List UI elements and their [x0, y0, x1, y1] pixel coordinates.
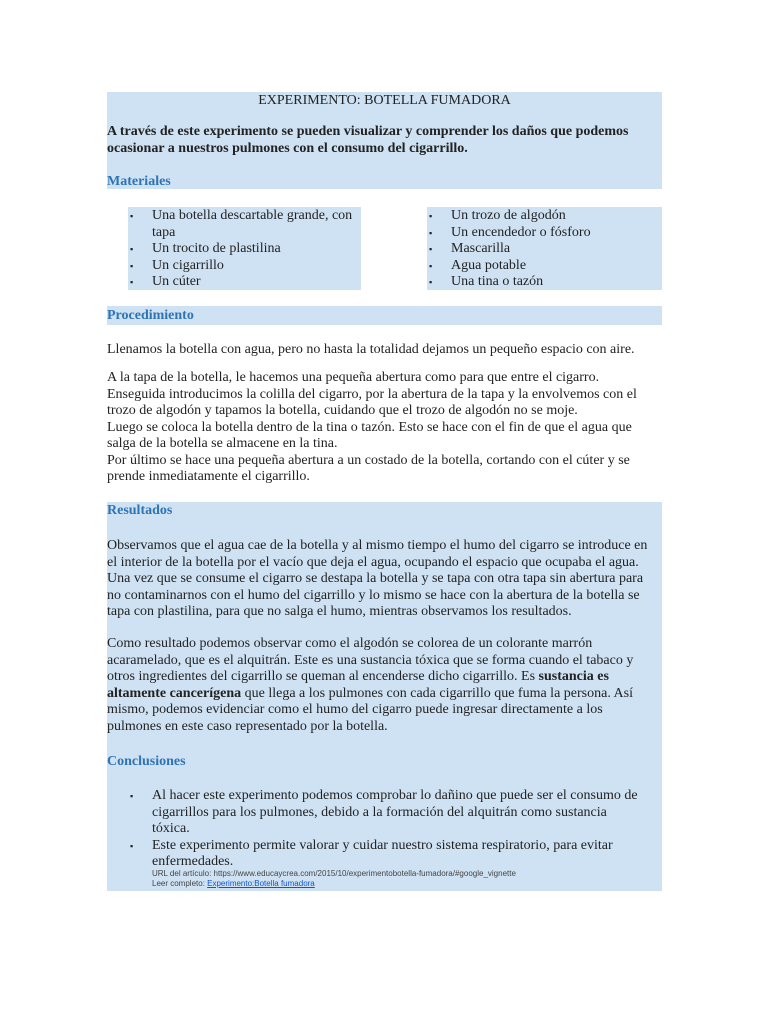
bullet-icon: ▪ [130, 260, 134, 271]
bullet-icon: ▪ [429, 277, 433, 287]
source-url: URL del artículo: https://www.educaycrea.com/2015/10/experimentobotella-fumadora/#google_vignette [152, 869, 516, 878]
results-paragraph-1: Observamos que el agua cae de la botella y al mismo tiempo el humo del cigarro se introduce en el interior de la botella por el vacío que deja el agua, ocupando el espacio que ocupaba el agua. Una vez que se consume el cigarro se destapa la botella y se tapa con otra tapa sin abertura para no contaminarnos con el humo del cigarrillo y lo mismo se hace con la abertura de la botella se tapa con plastilina, para que no salga el humo, mientras observamos los resultados. [107, 538, 648, 619]
read-more-link[interactable]: Experimento:Botella fumadora [207, 879, 315, 888]
procedure-step: Enseguida introducimos la colilla del cigarro, por la abertura de la tapa y la envolvemos con el trozo de algodón y tapamos la botella, cuidando que el trozo de algodón no se moje. [107, 386, 637, 418]
list-item: ▪ Un encendedor o fósforo [429, 224, 591, 240]
procedure-step: Por último se hace una pequeña abertura a un costado de la botella, cortando con el cúter y se prende inmediatamente el cigarrillo. [107, 452, 630, 484]
conclusions-list [130, 788, 648, 871]
procedure-step: A la tapa de la botella, le hacemos una pequeña abertura como para que entre el cigarro. [107, 370, 600, 385]
bullet-icon: ▪ [429, 227, 433, 238]
list-item: ▪ Este experimento permite valorar y cuidar nuestro sistema respiratorio, para evitar enfermedades. [130, 837, 613, 869]
bullet-icon: ▪ [130, 791, 134, 801]
list-item: ▪ Un trocito de plastilina [130, 241, 281, 256]
list-item: ▪ Un trozo de algodón [429, 208, 566, 223]
list-item: ▪ Mascarilla [429, 241, 511, 256]
list-item: ▪ Al hacer este experimento podemos comprobar lo dañino que puede ser el consumo de cigarrillos para los pulmones, debido a la formación del alquitrán como sustancia tóxica. [130, 788, 638, 836]
list-item: ▪ Agua potable [429, 257, 527, 273]
bullet-icon: ▪ [130, 277, 134, 287]
document-title: EXPERIMENTO: BOTELLA FUMADORA [258, 93, 511, 108]
materials-heading: Materiales [107, 174, 171, 189]
bullet-icon: ▪ [429, 211, 433, 221]
list-item: ▪ Un cúter [130, 274, 201, 289]
bullet-icon: ▪ [429, 260, 433, 271]
bullet-icon: ▪ [429, 244, 433, 254]
list-item: ▪ Una botella descartable grande, con tapa [130, 208, 353, 240]
procedure-step: Llenamos la botella con agua, pero no hasta la totalidad dejamos un pequeño espacio con aire. [107, 342, 635, 357]
results-paragraph-2: Como resultado podemos observar como el algodón se colorea de un colorante marrón acaramelado, que es el alquitrán. Este es una sustancia tóxica que se forma cuando el tabaco y otros ingredientes del cigarrillo se queman al encenderse dicho cigarrillo. Es sustancia es altamente cancerígena que llega a los pulmones con cada cigarrillo que fuma la persona. Así mismo, podemos evidenciar como el humo del cigarro puede ingresar directamente a los pulmones en este caso representado por la botella. [107, 636, 634, 734]
materials-list-left [130, 208, 358, 291]
results-heading: Resultados [107, 503, 173, 518]
list-item: ▪ Una tina o tazón [429, 274, 544, 289]
bullet-icon: ▪ [130, 244, 134, 254]
read-more-line: Leer completo: Experimento:Botella fumadora [152, 879, 315, 888]
procedure-step: Luego se coloca la botella dentro de la tina o tazón. Esto se hace con el fin de que el agua que salga de la botella se almacene en la tina. [107, 419, 632, 451]
materials-list-right [429, 208, 659, 291]
intro-paragraph: A través de este experimento se pueden visualizar y comprender los daños que podemos ocasionar a nuestros pulmones con el consumo del cigarrillo. [107, 124, 629, 156]
conclusions-heading: Conclusiones [107, 754, 186, 769]
bullet-icon: ▪ [130, 211, 134, 221]
procedure-heading: Procedimiento [107, 308, 194, 323]
bullet-icon: ▪ [130, 840, 134, 851]
highlight-text: sustancia es altamente cancerígena [107, 669, 609, 701]
list-item: ▪ Un cigarrillo [130, 257, 224, 273]
